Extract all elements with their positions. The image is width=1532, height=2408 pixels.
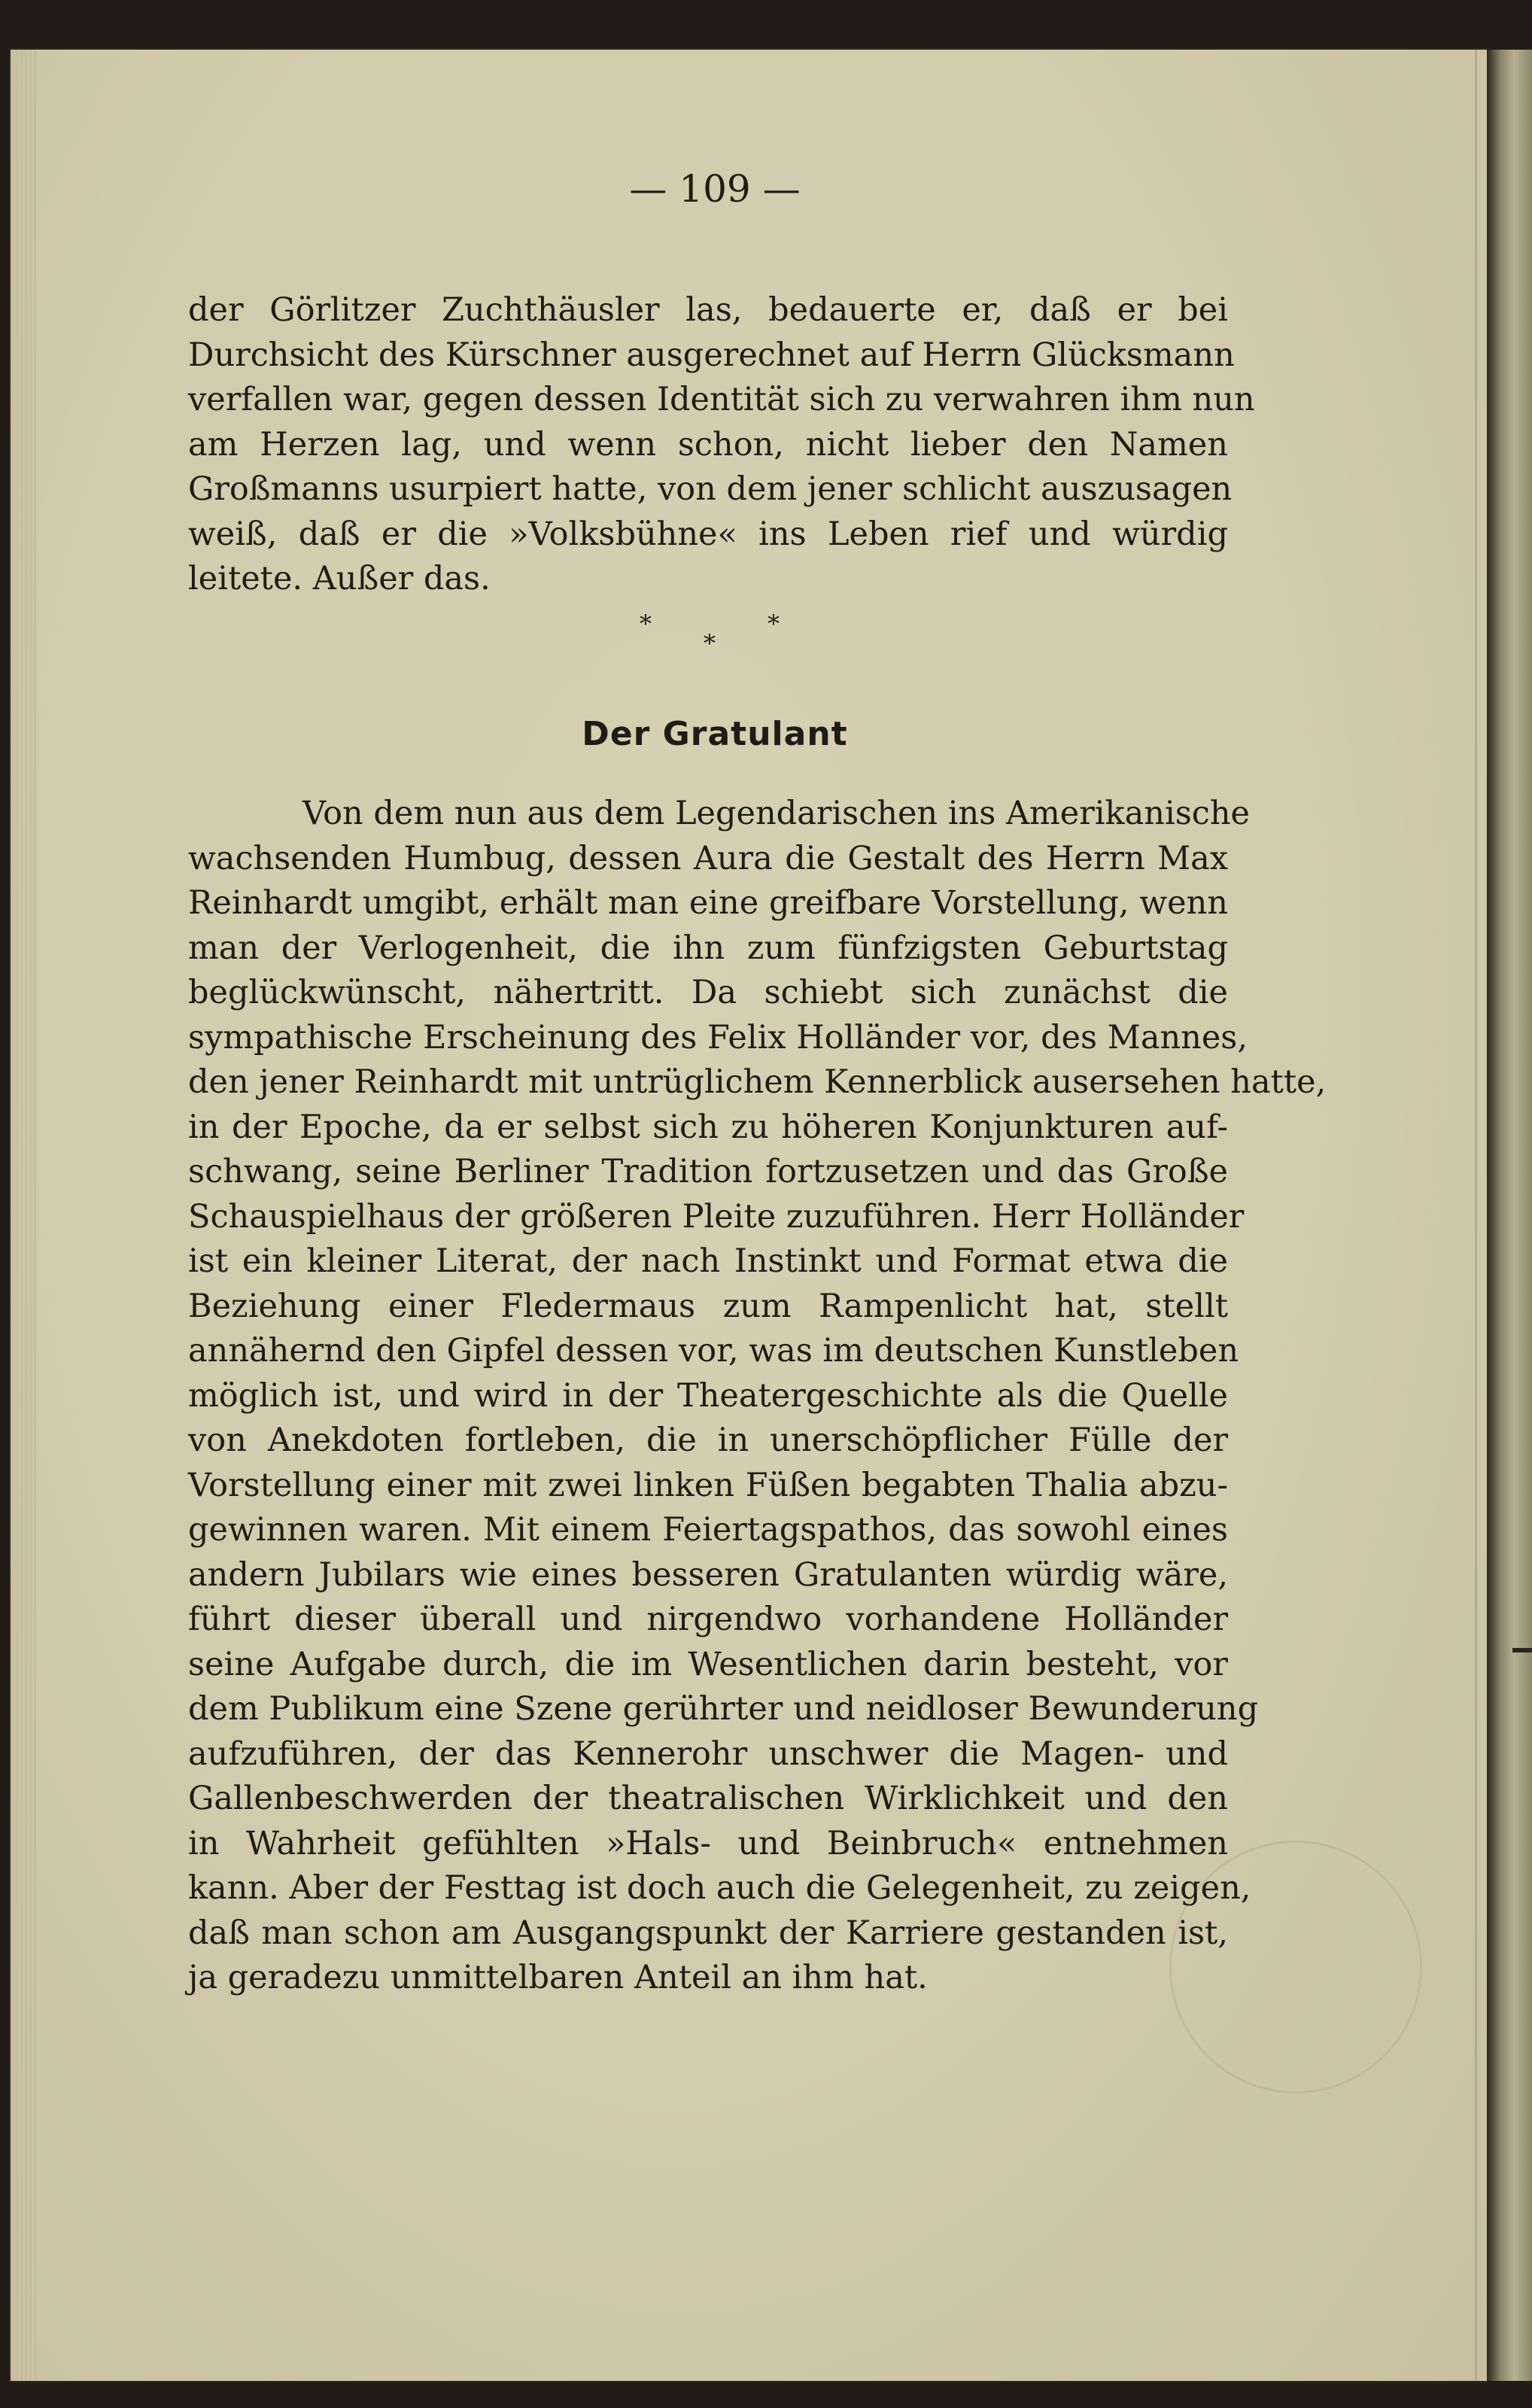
- edge-mark: [1512, 1648, 1532, 1652]
- text-line: Großmanns usurpiert hatte, von dem jener schlicht auszusagen: [188, 470, 1233, 508]
- text-line: Reinhardt umgibt, erhält man eine greifbare Vorstellung, wenn: [188, 884, 1228, 922]
- text-line: kann. Aber der Festtag ist doch auch die Gelegenheit, zu zeigen,: [188, 1869, 1251, 1907]
- text-line: gewinnen waren. Mit einem Feiertagspathos, das sowohl eines: [188, 1511, 1228, 1549]
- text-line: in Wahrheit gefühlten »Hals- und Beinbruch« entnehmen: [188, 1824, 1228, 1862]
- page-number: — 109 —: [629, 167, 801, 211]
- text-line: Schauspielhaus der größeren Pleite zuzuführen. Herr Holländer: [188, 1197, 1245, 1236]
- page-edge: [11, 50, 36, 2381]
- text-line: seine Aufgabe durch, die im Wesentlichen darin besteht, vor: [188, 1645, 1228, 1683]
- text-line: Durchsicht des Kürschner ausgerechnet auf Herrn Glücksmann: [188, 336, 1235, 374]
- text-line: schwang, seine Berliner Tradition fortzusetzen und das Große: [188, 1153, 1228, 1190]
- text-line: Beziehung einer Fledermaus zum Rampenlicht hat, stellt: [188, 1287, 1228, 1325]
- text-line: von Anekdoten fortleben, die in unerschöpflicher Fülle der: [188, 1421, 1228, 1459]
- asterisk: *: [704, 629, 716, 658]
- asterisk: *: [768, 610, 780, 638]
- text-line: Von dem nun aus dem Legendarischen ins Amerikanische: [302, 795, 1250, 832]
- text-line: beglückwünscht, nähertritt. Da schiebt sich zunächst die: [188, 974, 1228, 1011]
- text-line: man der Verlogenheit, die ihn zum fünfzigsten Geburtstag: [188, 929, 1228, 967]
- asterisk: *: [640, 610, 652, 638]
- text-line: leitete. Außer das.: [188, 560, 491, 597]
- section-heading: Der Gratulant: [582, 715, 848, 753]
- text-line: sympathische Erscheinung des Felix Holländer vor, des Mannes,: [188, 1018, 1248, 1057]
- text-line: der Görlitzer Zuchthäusler las, bedauerte er, daß er bei: [188, 291, 1228, 329]
- section-separator: [632, 610, 805, 662]
- text-line: andern Jubilars wie eines besseren Gratulanten würdig wäre,: [188, 1555, 1228, 1594]
- text-line: ja geradezu unmittelbaren Anteil an ihm hat.: [188, 1959, 928, 1996]
- text-line: aufzuführen, der das Kennerohr unschwer die Magen- und: [188, 1735, 1228, 1773]
- text-line: den jener Reinhardt mit untrüglichem Kennerblick ausersehen hatte,: [188, 1063, 1327, 1101]
- text-line: in der Epoche, da er selbst sich zu höheren Konjunkturen auf-: [188, 1108, 1228, 1146]
- text-line: Vorstellung einer mit zwei linken Füßen begabten Thalia abzu-: [188, 1466, 1228, 1504]
- paragraph-continuation: [188, 288, 1255, 602]
- text-line: führt dieser überall und nirgendwo vorhandene Holländer: [188, 1601, 1228, 1638]
- text-line: wachsenden Humbug, dessen Aura die Gestalt des Herrn Max: [188, 839, 1228, 877]
- text-line: verfallen war, gegen dessen Identität sich zu verwahren ihm nun: [188, 381, 1255, 418]
- adjacent-page-edge: [1487, 50, 1532, 2381]
- text-line: möglich ist, und wird in der Theatergeschichte als die Quelle: [188, 1376, 1228, 1415]
- text-line: daß man schon am Ausgangspunkt der Karriere gestanden ist,: [188, 1914, 1228, 1952]
- paragraph-gratulant: [188, 792, 1327, 2001]
- text-line: weiß, daß er die »Volksbühne« ins Leben rief und würdig: [188, 515, 1228, 553]
- text-line: ist ein kleiner Literat, der nach Instinkt und Format etwa die: [188, 1242, 1228, 1280]
- text-line: annähernd den Gipfel dessen vor, was im deutschen Kunstleben: [188, 1332, 1239, 1370]
- page-fold: [1475, 50, 1477, 2381]
- text-line: am Herzen lag, und wenn schon, nicht lieber den Namen: [188, 425, 1228, 464]
- text-line: dem Publikum eine Szene gerührter und neidloser Bewunderung: [188, 1690, 1259, 1728]
- text-line: Gallenbeschwerden der theatralischen Wirklichkeit und den: [188, 1780, 1228, 1817]
